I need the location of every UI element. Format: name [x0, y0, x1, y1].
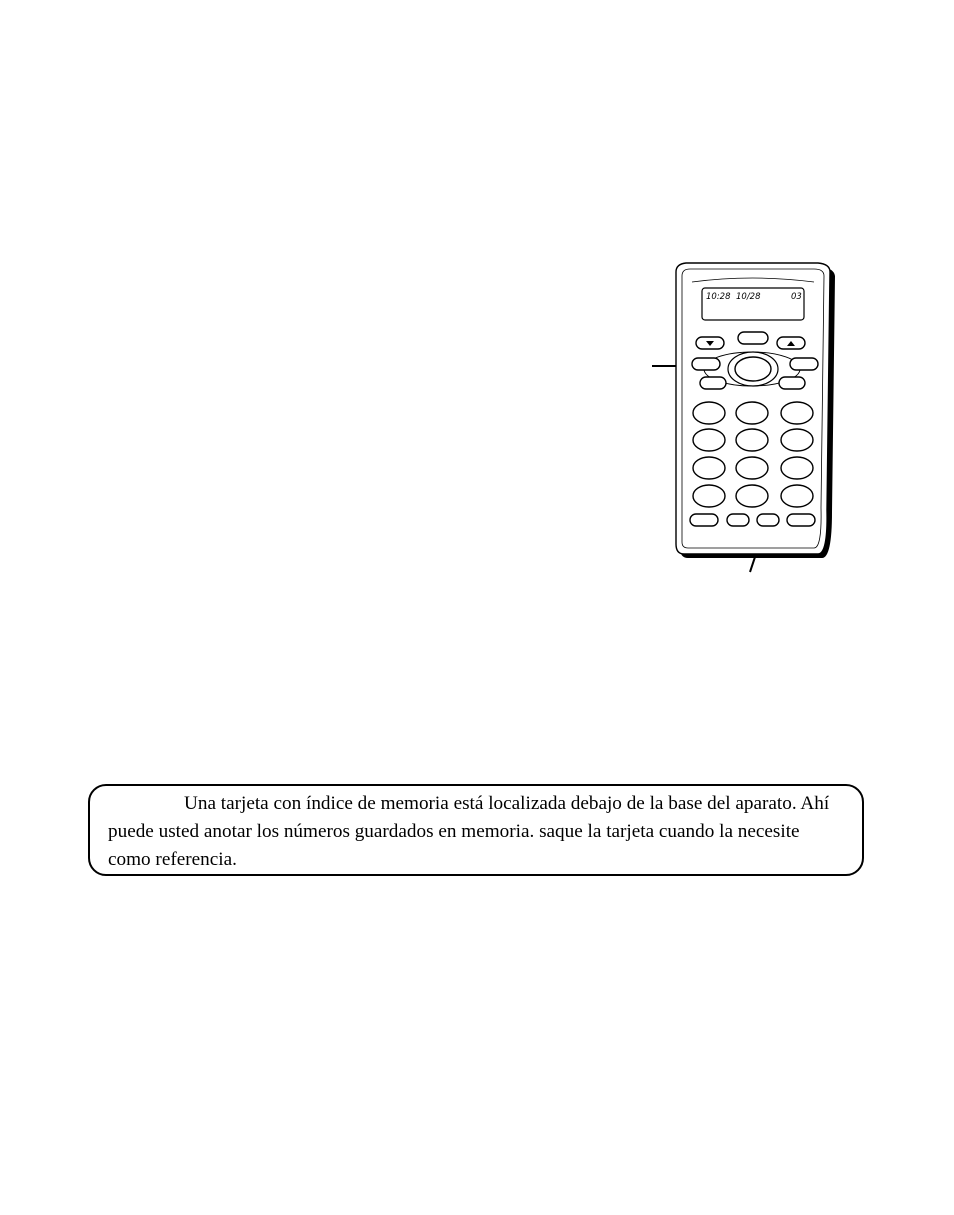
keypad-key: [693, 457, 725, 479]
note-text: Una tarjeta con índice de memoria está localizada debajo de la base del aparato. Ahí puede usted anotar los números guardados en memoria. saque la tarjeta cuando la necesite como referencia.: [108, 793, 830, 870]
keypad-key: [736, 429, 768, 451]
display-count: 03: [791, 292, 802, 302]
note-box: [88, 784, 864, 876]
phone-illustration: [640, 262, 850, 582]
keypad-key: [781, 429, 813, 451]
keypad-key: [736, 485, 768, 507]
display-time: 10:28: [706, 292, 731, 302]
right-lower-button[interactable]: [779, 377, 805, 389]
bottom-button-1[interactable]: [690, 514, 718, 526]
keypad-key: [736, 457, 768, 479]
keypad-key: [736, 402, 768, 424]
bottom-button-4[interactable]: [787, 514, 815, 526]
keypad-key: [693, 429, 725, 451]
keypad-key: [781, 485, 813, 507]
center-select-button[interactable]: [735, 357, 771, 381]
bottom-button-2[interactable]: [727, 514, 749, 526]
keypad-key: [781, 457, 813, 479]
left-lower-button[interactable]: [700, 377, 726, 389]
bottom-button-3[interactable]: [757, 514, 779, 526]
keypad-key: [693, 402, 725, 424]
keypad-key: [781, 402, 813, 424]
keypad-key: [693, 485, 725, 507]
display-date: 10/28: [736, 292, 761, 302]
top-center-button[interactable]: [738, 332, 768, 344]
right-side-button[interactable]: [790, 358, 818, 370]
left-side-button[interactable]: [692, 358, 720, 370]
